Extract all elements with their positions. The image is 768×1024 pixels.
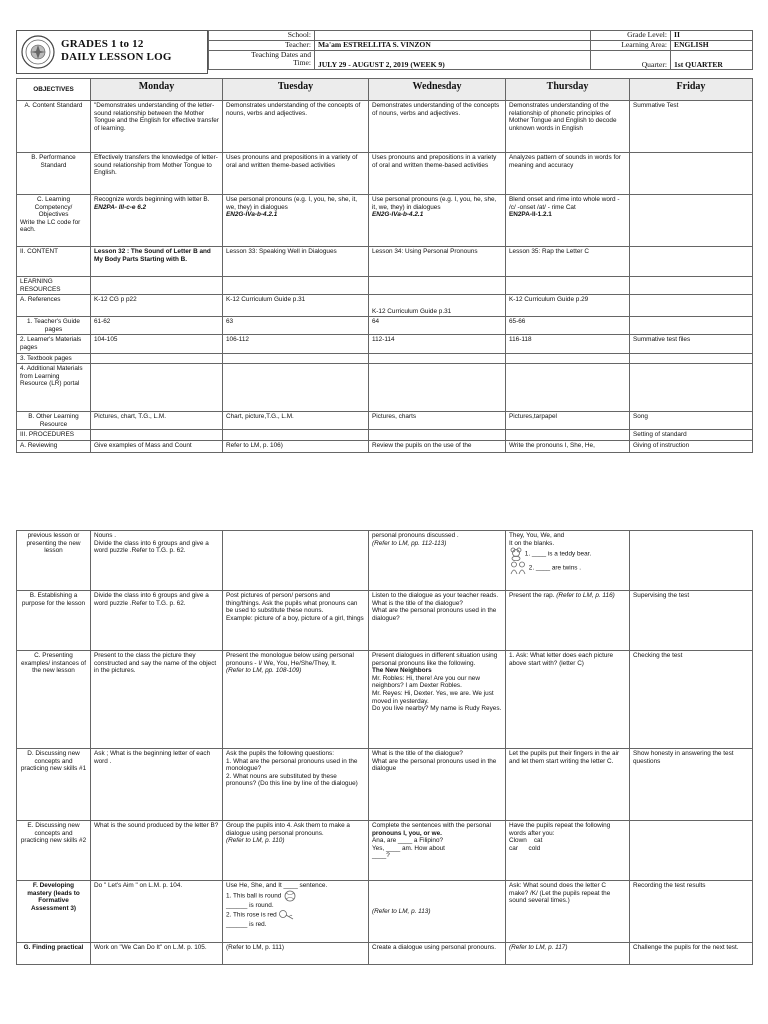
cell-fri: Summative Test xyxy=(630,101,753,153)
cell-mon: 61-62 xyxy=(91,317,223,335)
row-label-developing-mastery: F. Developing mastery (leads to Formative Assessment 3) xyxy=(17,881,91,943)
cell-thu: (Refer to LM, p. 117) xyxy=(506,943,630,965)
cell-wed: 112-114 xyxy=(369,335,506,353)
cell-thu: Let the pupils put their fingers in the air and let them start writing the letter C. xyxy=(506,749,630,821)
table-row xyxy=(17,440,753,452)
grade-label: Grade Level: xyxy=(591,31,671,41)
cell-tue: Use personal pronouns (e.g. I, you, he, she, it, we, they) in dialogues EN2G-IVa-b-4.2.1 xyxy=(223,195,369,247)
table-row xyxy=(17,101,753,153)
row-label-content: II. CONTENT xyxy=(17,247,91,277)
row-label-presenting-examples: C. Presenting examples/ instances of the new lesson xyxy=(17,651,91,749)
table-row xyxy=(17,591,753,651)
cell-tue: Group the pupils into 4. Ask them to make a dialogue using personal pronouns. (Refer to LM, p. 110) xyxy=(223,821,369,881)
cell-mon: Nouns . Divide the class into 6 groups and give a word puzzle .Refer to T.G. p. 62. xyxy=(91,531,223,591)
teacher-value: Ma'am ESTRELLITA S. VINZON xyxy=(315,41,591,51)
cell-wed: Lesson 34: Using Personal Pronouns xyxy=(369,247,506,277)
lesson-table-part2 xyxy=(16,530,753,965)
cell-tue: Demonstrates understanding of the concepts of nouns, verbs and adjectives. xyxy=(223,101,369,153)
row-label-finding-practical: G. Finding practical xyxy=(17,943,91,965)
cell-wed: Complete the sentences with the personal pronouns I, you, or we. Ana, are ____ a Filipino? Yes, ____ am. How about ____? xyxy=(369,821,506,881)
cell-fri: Show honesty in answering the test questions xyxy=(630,749,753,821)
cell-fri xyxy=(630,153,753,195)
table-row xyxy=(17,430,753,441)
cell-mon: What is the sound produced by the letter B? xyxy=(91,821,223,881)
table-row xyxy=(17,153,753,195)
cell-mon: Do " Let's Aim " on L.M. p. 104. xyxy=(91,881,223,943)
cell-mon: Present to the class the picture they constructed and say the name of the object in the pictures. xyxy=(91,651,223,749)
cell-fri xyxy=(630,531,753,591)
cell-thu: Demonstrates understanding of the relationship of phonetic principles of Mother Tongue and English to decode unknown words in English xyxy=(506,101,630,153)
cell-tue: 106-112 xyxy=(223,335,369,353)
cell-fri: Summative test files xyxy=(630,335,753,353)
table-row xyxy=(17,247,753,277)
objectives-header: OBJECTIVES xyxy=(17,79,91,101)
cell-fri: Song xyxy=(630,412,753,430)
cell-fri: Challenge the pupils for the next test. xyxy=(630,943,753,965)
cell-wed: Present dialogues in different situation using personal pronouns like the following. The New Neighbors Mr. Robles: Hi, there! Are you our new neighbors? I am Dexter Robles. Mr. Reyes: Hi, Dexter. Yes, we are. We just moved in yesterday. Do you live nearby? My name is Rudy Reyes. xyxy=(369,651,506,749)
cell-tue: Ask the pupils the following questions: 1. What are the personal pronouns used in the monologue? 2. What nouns are substituted by these pronouns? (Do this line by line of the dialogue) xyxy=(223,749,369,821)
cell-tue: Present the monologue below using personal pronouns - I/ We, You, He/She/They, It. (Refer to LM, pp. 108-109) xyxy=(223,651,369,749)
lesson-table-part1 xyxy=(16,78,753,453)
cell-mon: K-12 CG p p22 xyxy=(91,295,223,317)
cell-mon: Divide the class into 6 groups and give a word puzzle .Refer to T.G. p. 62. xyxy=(91,591,223,651)
cell-mon: Give examples of Mass and Count xyxy=(91,440,223,452)
area-value: ENGLISH xyxy=(671,41,753,51)
row-label-discussing-2: E. Discussing new concepts and practicing new skills #2 xyxy=(17,821,91,881)
cell-tue: Chart, picture,T.G., L.M. xyxy=(223,412,369,430)
cell-fri xyxy=(630,195,753,247)
cell-thu: Pictures,tarpapel xyxy=(506,412,630,430)
cell-fri xyxy=(630,295,753,317)
table-row xyxy=(17,353,753,364)
cell-tue: Uses pronouns and prepositions in a variety of oral and written theme-based activities xyxy=(223,153,369,195)
cell-thu: 116-118 xyxy=(506,335,630,353)
table-row xyxy=(17,295,753,317)
cell-fri: Giving of instruction xyxy=(630,440,753,452)
cell-wed: Uses pronouns and prepositions in a variety of oral and written theme-based activities xyxy=(369,153,506,195)
rose-icon xyxy=(278,909,294,921)
cell-wed: 64 xyxy=(369,317,506,335)
table-row xyxy=(17,881,753,943)
cell-wed: Review the pupils on the use of the xyxy=(369,440,506,452)
cell-thu: 65-66 xyxy=(506,317,630,335)
cell-tue: Use He, She, and It ____ sentence. 1. This ball is round ______ is round. 2. This rose is red ______ is red. xyxy=(223,881,369,943)
cell-fri: Recording the test results xyxy=(630,881,753,943)
grade-value: II xyxy=(671,31,753,41)
table-row xyxy=(17,531,753,591)
table-row xyxy=(17,651,753,749)
cell-mon: Recognize words beginning with letter B. EN2PA- III-c-e 6.2 xyxy=(91,195,223,247)
row-label-previous-lesson: previous lesson or presenting the new lesson xyxy=(17,531,91,591)
row-label-reviewing: A. Reviewing xyxy=(17,440,91,452)
dates-value: JULY 29 - AUGUST 2, 2019 (WEEK 9) xyxy=(315,51,591,70)
table-row xyxy=(17,335,753,353)
twins-icon xyxy=(509,561,527,575)
table-row xyxy=(17,943,753,965)
cell-mon: Effectively transfers the knowledge of letter-sound relationship from Mother Tongue to English. xyxy=(91,153,223,195)
row-label-other-resources: B. Other Learning Resource xyxy=(17,412,91,430)
cell-fri: Supervising the test xyxy=(630,591,753,651)
cell-fri xyxy=(630,821,753,881)
cell-thu: Blend onset and rime into whole word - /c/ -onset /at/ - rime Cat EN2PA-II-1.2.1 xyxy=(506,195,630,247)
cell-wed: Listen to the dialogue as your teacher reads. What is the title of the dialogue? What are the personal pronouns used in the dialogue? xyxy=(369,591,506,651)
cell-wed: Create a dialogue using personal pronouns. xyxy=(369,943,506,965)
cell-tue: Lesson 33: Speaking Well in Dialogues xyxy=(223,247,369,277)
cell-tue: 63 xyxy=(223,317,369,335)
cell-thu: They, You, We, and It on the blanks. 1. ____ is a teddy bear. 2. ____ are twins . xyxy=(506,531,630,591)
quarter-value: 1st QUARTER xyxy=(671,51,753,70)
dates-label: Teaching Dates and Time: xyxy=(209,51,315,70)
cell-thu: Ask: What sound does the letter C make? /K/ (Let the pupils repeat the sound several times.) xyxy=(506,881,630,943)
deped-seal-icon xyxy=(21,35,55,69)
cell-fri: Checking the test xyxy=(630,651,753,749)
table-row xyxy=(17,317,753,335)
cell-wed: Demonstrates understanding of the concepts of nouns, verbs and adjectives. xyxy=(369,101,506,153)
row-label-discussing-1: D. Discussing new concepts and practicing new skills #1 xyxy=(17,749,91,821)
cell-thu: Analyzes pattern of sounds in words for meaning and accuracy xyxy=(506,153,630,195)
day-header-wednesday: Wednesday xyxy=(369,79,506,101)
cell-fri: Setting of standard xyxy=(630,430,753,441)
day-header-monday: Monday xyxy=(91,79,223,101)
cell-thu: Lesson 35: Rap the Letter C xyxy=(506,247,630,277)
cell-fri xyxy=(630,247,753,277)
row-label-procedures: III. PROCEDURES xyxy=(17,430,91,441)
cell-thu: 1. Ask: What letter does each picture above start with? (letter C) xyxy=(506,651,630,749)
table-row xyxy=(17,821,753,881)
table-row xyxy=(17,749,753,821)
teacher-label: Teacher: xyxy=(209,41,315,51)
day-header-thursday: Thursday xyxy=(506,79,630,101)
row-label-additional-materials: 4. Additional Materials from Learning Resource (LR) portal xyxy=(17,364,91,412)
cell-wed: K-12 Curriculum Guide p.31 xyxy=(369,295,506,317)
school-value xyxy=(315,31,591,41)
row-label-performance-standard: B. Performance Standard xyxy=(17,153,91,195)
cell-mon: 104-105 xyxy=(91,335,223,353)
cell-thu: Have the pupils repeat the following words after you: Clown cat car cold xyxy=(506,821,630,881)
cell-mon: Ask ; What is the beginning letter of each word . xyxy=(91,749,223,821)
cell-wed: What is the title of the dialogue? What are the personal pronouns used in the dialogue xyxy=(369,749,506,821)
cell-mon: Pictures, chart, T.G., L.M. xyxy=(91,412,223,430)
table-row xyxy=(17,412,753,430)
cell-mon: Lesson 32 : The Sound of Letter B and My Body Parts Starting with B. xyxy=(91,247,223,277)
table-row xyxy=(17,277,753,295)
quarter-label: Quarter: xyxy=(591,51,671,70)
day-header-friday: Friday xyxy=(630,79,753,101)
row-label-content-standard: A. Content Standard xyxy=(17,101,91,153)
cell-mon: Work on "We Can Do It" on L.M. p. 105. xyxy=(91,943,223,965)
cell-tue: (Refer to LM, p. 111) xyxy=(223,943,369,965)
cell-wed: Use personal pronouns (e.g. I, you, he, she, it, we, they) in dialogues EN2G-IVa-b-4.2.1 xyxy=(369,195,506,247)
cell-wed: (Refer to LM, p. 113) xyxy=(369,881,506,943)
table-row xyxy=(17,195,753,247)
cell-wed: personal pronouns discussed . (Refer to LM, pp. 112-113) xyxy=(369,531,506,591)
teddy-bear-icon xyxy=(509,547,523,561)
row-label-competency: C. Learning Competency/ Objectives Write the LC code for each. xyxy=(17,195,91,247)
cell-thu: Present the rap. (Refer to LM, p. 116) xyxy=(506,591,630,651)
cell-tue: Refer to LM, p. 106) xyxy=(223,440,369,452)
table-row xyxy=(17,364,753,412)
cell-thu: K-12 Curriculum Guide p.29 xyxy=(506,295,630,317)
cell-tue xyxy=(223,531,369,591)
cell-wed: Pictures, charts xyxy=(369,412,506,430)
cell-tue: K-12 Curriculum Guide p.31 xyxy=(223,295,369,317)
row-label-learning-resources: LEARNING RESOURCES xyxy=(17,277,91,295)
row-label-references: A. References xyxy=(17,295,91,317)
row-label-lm-pages: 2. Learner's Materials pages xyxy=(17,335,91,353)
area-label: Learning Area: xyxy=(591,41,671,51)
cell-fri xyxy=(630,317,753,335)
row-label-tg-pages: 1. Teacher's Guide pages xyxy=(17,317,91,335)
row-label-establishing-purpose: B. Establishing a purpose for the lesson xyxy=(17,591,91,651)
cell-mon: "Demonstrates understanding of the letter-sound relationship between the Mother Tongue and the English for effective transfer of learning. xyxy=(91,101,223,153)
document-title: GRADES 1 to 12 DAILY LESSON LOG xyxy=(61,38,172,63)
header-logo-block xyxy=(16,30,208,74)
school-label: School: xyxy=(209,31,315,41)
cell-thu: Write the pronouns I, She, He, xyxy=(506,440,630,452)
cell-tue: Post pictures of person/ persons and thing/things. Ask the pupils what pronouns can be used to substitute these nouns. Example: picture of a boy, picture of a girl, things xyxy=(223,591,369,651)
header-info-table xyxy=(208,30,753,70)
row-label-textbook: 3. Textbook pages xyxy=(17,353,91,364)
ball-icon xyxy=(283,890,297,902)
day-header-tuesday: Tuesday xyxy=(223,79,369,101)
